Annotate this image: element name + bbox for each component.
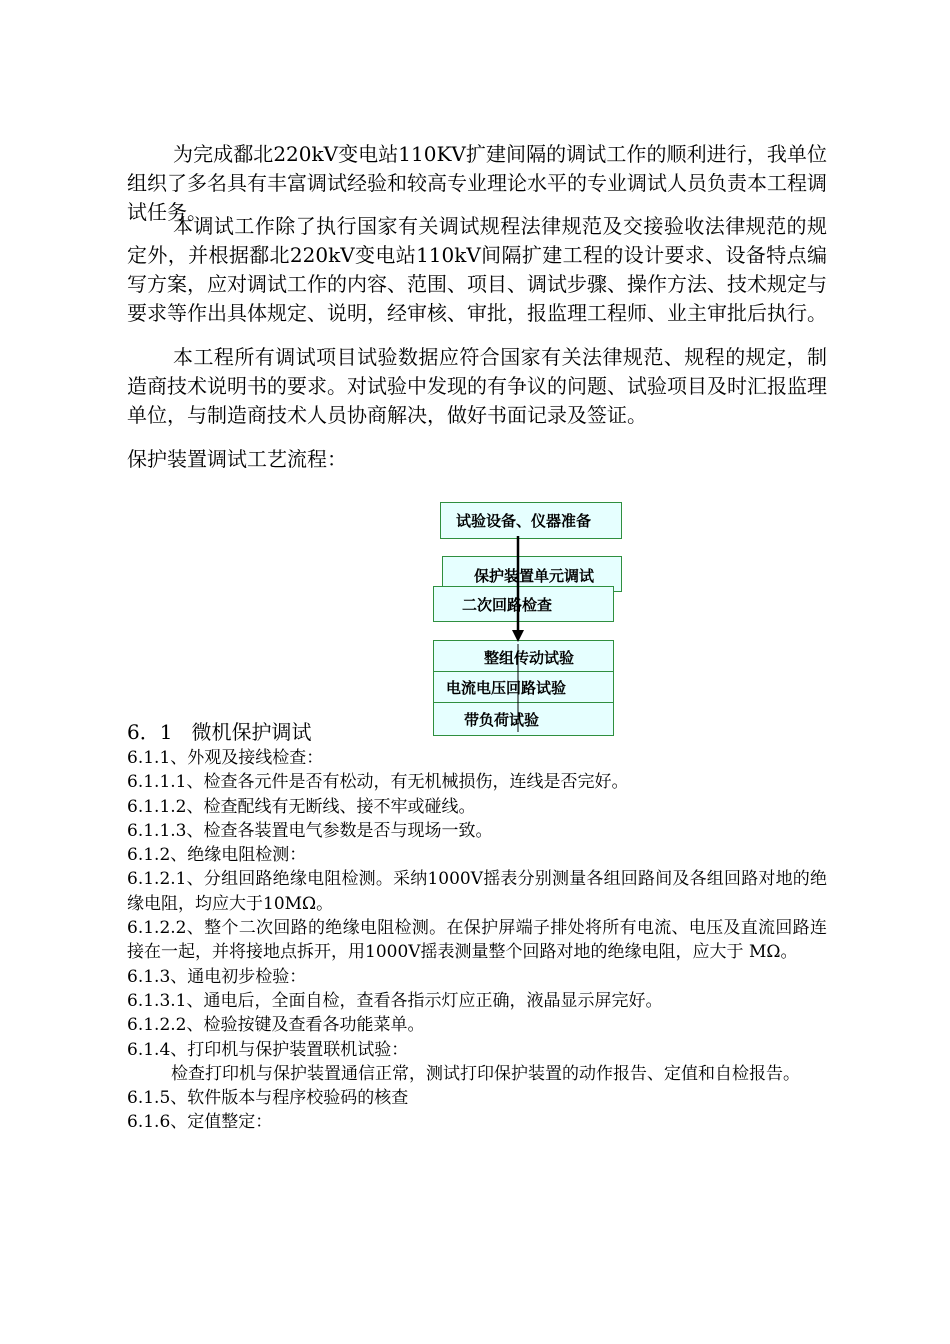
list-item: 6.1.1.2、检查配线有无断线、接不牢或碰线。 <box>127 796 476 817</box>
section-body <box>127 746 827 1135</box>
section-heading: 6．1 微机保护调试 <box>127 720 312 744</box>
flow-step-secondary-circuit: 二次回路检查 <box>433 586 614 622</box>
list-item: 6.1.2、绝缘电阻检测： <box>127 845 307 866</box>
intro-paragraph-2: 本调试工作除了执行国家有关调试规程法律规范及交接验收法律规范的规定外，并根据鄱北220kV变电站110kV间隔扩建工程的设计要求、设备特点编写方案，应对调试工作的内容、范围、项目、调试步骤、操作方法、技术规定与要求等作出具体规定、说明，经审核、审批，报监理工程师、业主审批后执行。 <box>127 214 827 325</box>
flow-step-current-voltage-test: 电流电压回路试验 <box>433 671 614 703</box>
list-item: 6.1.1、外观及接线检查： <box>127 748 324 768</box>
list-item: 6.1.5、软件版本与程序校验码的核查 <box>127 1088 409 1109</box>
list-item: 6.1.2.2、检验按键及查看各功能菜单。 <box>127 1015 425 1036</box>
list-item: 6.1.1.1、检查各元件是否有松动，有无机械损伤，连线是否完好。 <box>127 772 629 793</box>
flow-step-load-test: 带负荷试验 <box>433 702 614 736</box>
list-item: 6.1.2.2、整个二次回路的绝缘电阻检测。在保护屏端子排处将所有电流、电压及直流回路连接在一起，并将接地点拆开，用1000V摇表测量整个回路对地的绝缘电阻，应大于 MΩ。 <box>127 918 827 963</box>
list-item: 6.1.1.3、检查各装置电气参数是否与现场一致。 <box>127 820 493 841</box>
flow-step-transmission-test: 整组传动试验 <box>433 640 614 672</box>
intro-paragraph-1: 为完成鄱北220kV变电站110KV扩建间隔的调试工作的顺利进行，我单位组织了多名具有丰富调试经验和较高专业理论水平的专业调试人员负责本工程调试任务。 <box>127 142 827 224</box>
list-item: 检查打印机与保护装置通信正常，测试打印保护装置的动作报告、定值和自检报告。 <box>171 1063 800 1084</box>
list-item: 6.1.2.1、分组回路绝缘电阻检测。采纳1000V摇表分别测量各组回路间及各组回路对地的绝缘电阻，均应大于10MΩ。 <box>127 869 827 914</box>
list-item: 6.1.3.1、通电后，全面自检，查看各指示灯应正确，液晶显示屏完好。 <box>127 990 663 1011</box>
list-item: 6.1.3、通电初步检验： <box>127 966 307 987</box>
flow-step-equipment-prep: 试验设备、仪器准备 <box>440 502 622 539</box>
flowchart-title: 保护装置调试工艺流程： <box>127 447 347 471</box>
list-item: 6.1.6、定值整定： <box>127 1112 273 1133</box>
list-item: 6.1.4、打印机与保护装置联机试验： <box>127 1039 409 1060</box>
flow-step-unit-test: 保护装置单元调试 <box>442 556 622 592</box>
intro-paragraph-3: 本工程所有调试项目试验数据应符合国家有关法律规范、规程的规定，制造商技术说明书的要求。对试验中发现的有争议的问题、试验项目及时汇报监理单位，与制造商技术人员协商解决，做好书面记录及签证。 <box>127 345 827 427</box>
